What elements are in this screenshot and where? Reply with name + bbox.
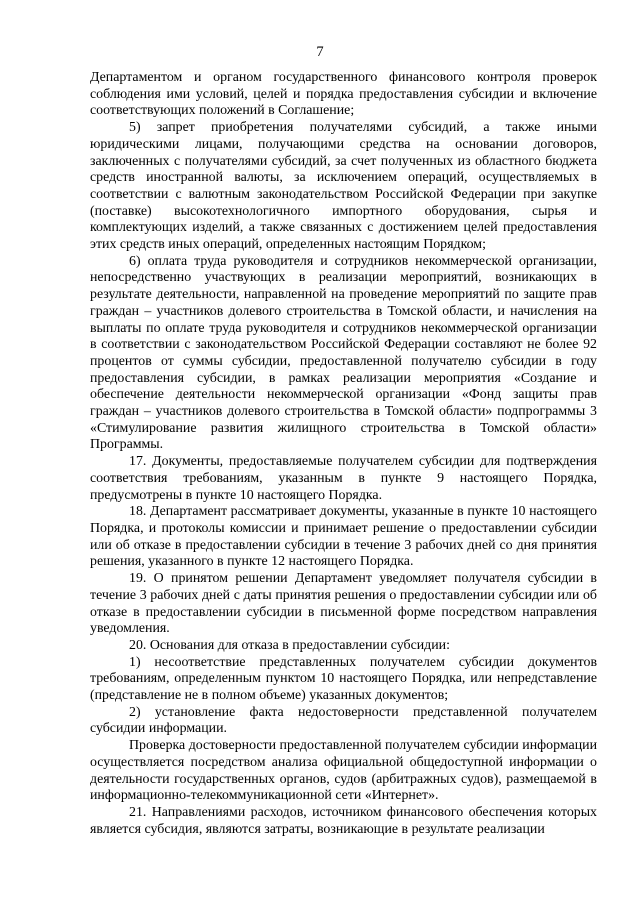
paragraph: 18. Департамент рассматривает документы, указанные в пункте 10 настоящего Порядка, и протоколы комиссии и принимает решение о предоставлении субсидии или об отказе в предоставлении субсидии в течение 3 рабочих дней со дня принятия решения, указанного в пункте 12 настоящего Порядка. [90,504,597,570]
page-number: 7 [316,44,324,60]
paragraph: 19. О принятом решении Департамент уведомляет получателя субсидии в течение 3 рабочих дней с даты принятия решения о предоставлении субсидии или об отказе в предоставлении субсидии в письменной форме посредством направления уведомления. [90,571,597,637]
paragraph: 21. Направлениями расходов, источником финансового обеспечения которых является субсидия, являются затраты, возникающие в результате реализации [90,804,597,837]
document-body [90,70,597,838]
paragraph: 6) оплата труда руководителя и сотрудников некоммерческой организации, непосредственно участвующих в реализации мероприятий, возникающих в результате деятельности, направленной на проведение мероприятий по защите прав граждан – участников долевого строительства в Томской области, и начисления на выплаты по оплате труда руководителя и сотрудников некоммерческой организации в соответствии с законодательством Российской Федерации составляют не более 92 процентов от суммы субсидии, предоставленной получателю субсидии в году предоставления субсидии, в рамках реализации мероприятия «Создание и обеспечение деятельности некоммерческой организации «Фонд защиты прав граждан – участников долевого строительства в Томской области» подпрограммы 3 «Стимулирование развития жилищного строительства в Томской области» Программы. [90,253,597,453]
paragraph: 1) несоответствие представленных получателем субсидии документов требованиям, определенным пунктом 10 настоящего Порядка, или непредставление (представление не в полном объеме) указанных документов; [90,654,597,704]
paragraph: 5) запрет приобретения получателями субсидий, а также иными юридическими лицами, получающими средства на основании договоров, заключенных с получателями субсидий, за счет полученных из областного бюджета средств иностранной валюты, за исключением операций, осуществляемых в соответствии с валютным законодательством Российской Федерации при закупке (поставке) высокотехнологичного импортного оборудования, сырья и комплектующих изделий, а также связанных с достижением целей предоставления этих средств иных операций, определенных настоящим Порядком; [90,120,597,253]
paragraph: 2) установление факта недостоверности представленной получателем субсидии информации. [90,704,597,737]
paragraph: Проверка достоверности предоставленной получателем субсидии информации осуществляется посредством анализа официальной общедоступной информации о деятельности государственных органов, судов (арбитражных судов), размещаемой в информационно-телекоммуникационной сети «Интернет». [90,738,597,804]
paragraph: 17. Документы, предоставляемые получателем субсидии для подтверждения соответствия требованиям, указанным в пункте 9 настоящего Порядка, предусмотрены в пункте 10 настоящего Порядка. [90,454,597,503]
paragraph: Департаментом и органом государственного финансового контроля проверок соблюдения ими условий, целей и порядка предоставления субсидии и включение соответствующих положений в Соглашение; [90,70,597,119]
paragraph: 20. Основания для отказа в предоставлении субсидии: [129,637,450,653]
